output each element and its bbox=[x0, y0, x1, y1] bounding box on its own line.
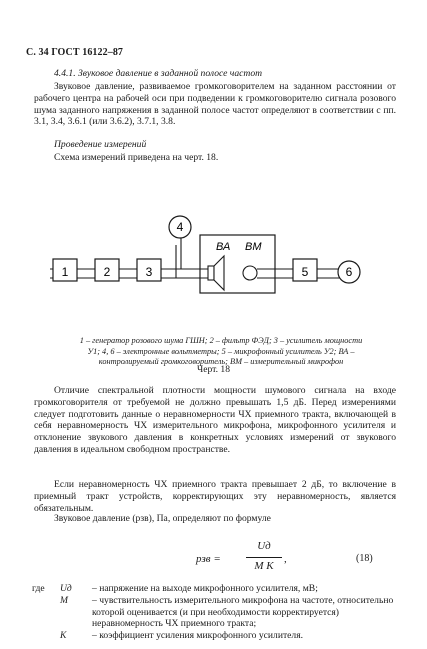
paragraph-4: Если неравномерность ЧХ приемного тракта превышает 2 дБ, то включение в приемный тракт устройств, корректирующих эту неравномерность, является обязательным. bbox=[34, 479, 396, 514]
definition-text: – напряжение на выходе микрофонного усилителя, мВ; bbox=[92, 583, 318, 594]
formula-18: pзв = Uд M K , bbox=[196, 540, 287, 572]
definition-row bbox=[32, 595, 396, 630]
definition-text: – коэффициент усиления микрофонного усилителя. bbox=[92, 630, 304, 642]
paragraph-2: Схема измерений приведена на черт. 18. bbox=[54, 152, 219, 163]
section-title: 4.4.1. Звуковое давление в заданной полосе частот bbox=[54, 68, 263, 79]
measurement-diagram bbox=[40, 210, 390, 322]
definition-symbol: Uд bbox=[60, 583, 72, 594]
paragraph-1: Звуковое давление, развиваемое громкоговорителем на заданном расстоянии от рабочего центра на рабочей оси при подведении к громкоговорителю сигнала розового шума заданного напряжения в заданной полосе частот определяют в соответствии с пп. 3.1, 3.4, 3.6.1 (или 3.6.2), 3.7.1, 3.8. bbox=[34, 81, 396, 128]
formula-numerator: Uд bbox=[257, 540, 271, 552]
formula-denominator: M K bbox=[254, 560, 274, 572]
label-1: 1 bbox=[61, 265, 69, 279]
label-2: 2 bbox=[103, 265, 111, 279]
definition-symbol: M bbox=[60, 594, 68, 606]
fraction-bar bbox=[246, 557, 282, 558]
page-header: С. 34 ГОСТ 16122–87 bbox=[26, 47, 124, 58]
label-5: 5 bbox=[301, 265, 309, 279]
definitions bbox=[32, 583, 396, 642]
paragraph-3: Отличие спектральной плотности мощности шумового сигнала на входе громкоговорителя от требуемой не должно превышать 1,5 дБ. Перед измерениями следует подготовить данные о неравномерности ЧХ приемного тракта, включающей в себя неравномерность ЧХ измерительного микрофона, микрофонного усилителя и отклонение звукового давления в конкретных условиях измерений от звукового давления в идеальном свободном пространстве. bbox=[34, 385, 396, 455]
measurement-chamber bbox=[200, 235, 275, 293]
paragraph-5: Звуковое давление (pзв), Па, определяют по формуле bbox=[54, 513, 271, 524]
label-4: 4 bbox=[176, 220, 184, 234]
definition-row bbox=[32, 583, 396, 595]
formula-lhs: pзв = bbox=[196, 553, 221, 565]
subheading: Проведение измерений bbox=[54, 139, 147, 150]
equation-number: (18) bbox=[356, 553, 373, 564]
figure-label: Черт. 18 bbox=[196, 364, 231, 375]
definition-text: – чувствительность измерительного микрофона на частоте, относительно которой оценивается (и при необходимости корректируется) неравномерность ЧХ приемного тракта; bbox=[92, 594, 394, 630]
definitions-lead: где bbox=[32, 583, 45, 594]
label-3: 3 bbox=[145, 265, 153, 279]
figure-caption: 1 – генератор розового шума ГШН; 2 – фильтр ФЭД; 3 – усилитель мощности У1; 4, 6 – электронные вольтметры; 5 – микрофонный усилитель У2; ВА – контролируемый громкоговоритель; ВМ – измерительный микрофон bbox=[79, 336, 363, 367]
definition-row bbox=[32, 630, 396, 642]
label-6: 6 bbox=[345, 265, 353, 279]
label-bm: ВМ bbox=[245, 241, 262, 253]
label-ba: ВА bbox=[216, 241, 231, 253]
definition-symbol: K bbox=[60, 630, 67, 642]
